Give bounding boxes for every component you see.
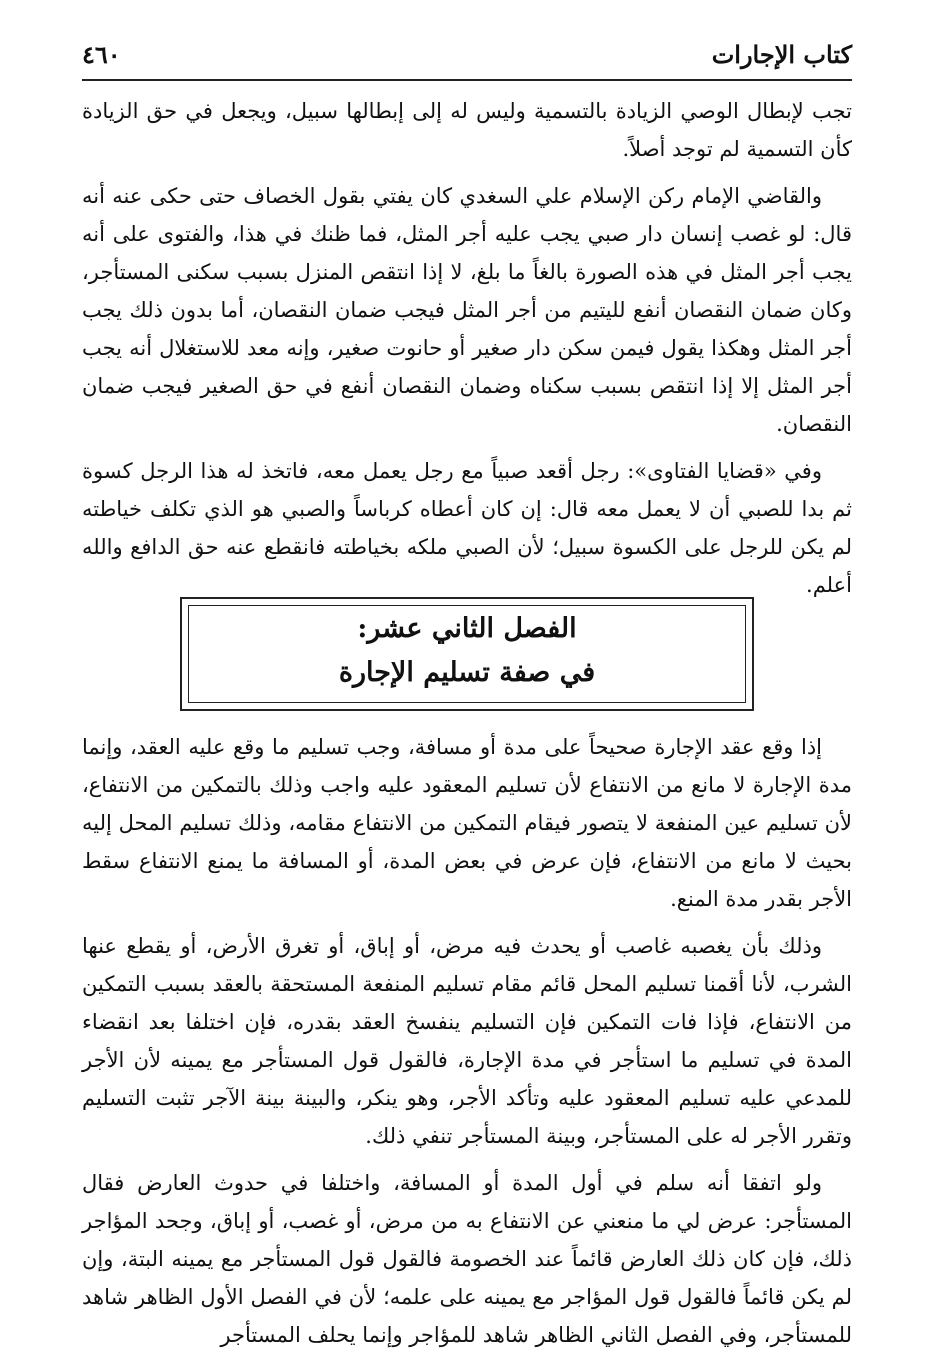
paragraph: وذلك بأن يغصبه غاصب أو يحدث فيه مرض، أو إباق، أو تغرق الأرض، أو يقطع عنها الشرب، لأنا أقمنا تسليم المحل قائم مقام تسليم المنفعة المستحقة بالعقد بسبب التمكين من الانتفاع، فإذا فات التمكين فإن التسليم ينفسخ العقد بقدره، فإن اختلفا بعد انقضاء المدة في تسليم ما استأجر في مدة الإجارة، فالقول قول المستأجر مع يمينه لأن الأجر للمدعي عليه تسليم المعقود عليه وتأكد الأجر، وهو ينكر، والبينة بينة الآجر تثبت التسليم وتقرر الأجر له على المستأجر، وبينة المستأجر تنفي ذلك. [82, 934, 852, 1148]
paragraph: وفي «قضايا الفتاوى»: رجل أقعد صبياً مع رجل يعمل معه، فاتخذ له هذا الرجل كسوة ثم بدا للصبي أن لا يعمل معه قال: إن كان أعطاه كرباساً والصبي هو الذي تكلف خياطته لم يكن للرجل على الكسوة سبيل؛ لأن الصبي ملكه بخياطته فانقطع عنه حق الدافع والله أعلم. [82, 459, 852, 597]
paragraph: تجب لإبطال الوصي الزيادة بالتسمية وليس له إلى إبطالها سبيل، ويجعل في حق الزيادة كأن التسمية لم توجد أصلاً. [82, 99, 852, 161]
chapter-title-heading: في صفة تسليم الإجارة [338, 657, 596, 688]
paragraph: والقاضي الإمام ركن الإسلام علي السغدي كان يفتي بقول الخصاف حتى حكى عنه أنه قال: لو غصب إنسان دار صبي يجب عليه أجر المثل، فما ظنك في هذا، والفتوى على أنه يجب أجر المثل في هذه الصورة بالغاً ما بلغ، لا إذا انتقص المنزل بسبب سكنى المستأجر، وكان ضمان النقصان أنفع لليتيم من أجر المثل فيجب ضمان النقصان، أما بدون ذلك يجب أجر المثل وهكذا يقول فيمن سكن دار صغير أو حانوت صغير، وإنه معد للاستغلال أنه يجب أجر المثل إلا إذا انتقص بسبب سكناه وضمان النقصان أنفع في حق الصغير فيجب ضمان النقصان. [82, 184, 852, 436]
page-number: ٤٦٠ [82, 40, 121, 69]
chapter-heading-frame [180, 597, 754, 711]
header-rule [82, 79, 852, 81]
running-header [82, 36, 852, 76]
text-section-after-chapter [82, 728, 852, 1363]
text-section-before-chapter [82, 92, 852, 613]
paragraph: إذا وقع عقد الإجارة صحيحاً على مدة أو مسافة، وجب تسليم ما وقع عليه العقد، وإنما مدة الإجارة لا مانع من الانتفاع لأن تسليم المعقود عليه واجب وذلك بالتمكين من الانتفاع، لأن تسليم عين المنفعة لا يتصور فيقام التمكين من الانتفاع مقامه، وذلك تسليم المحل إليه بحيث لا مانع من الانتفاع، فإن عرض في بعض المدة، أو المسافة ما يمنع الانتفاع سقط الأجر بقدر مدة المنع. [82, 735, 852, 911]
running-title: كتاب الإجارات [711, 40, 852, 69]
chapter-number-heading: الفصل الثاني عشر: [357, 613, 577, 644]
paragraph: ولو اتفقا أنه سلم في أول المدة أو المسافة، واختلفا في حدوث العارض فقال المستأجر: عرض لي ما منعني عن الانتفاع به من مرض، أو غصب، أو إباق، وجحد المؤاجر ذلك، فإن كان ذلك العارض قائماً عند الخصومة فالقول قول المستأجر مع يمينه البتة، وإن لم يكن قائماً فالقول قول المؤاجر مع يمينه على علمه؛ لأن في الفصل الأول الظاهر شاهد للمستأجر، وفي الفصل الثاني الظاهر شاهد للمؤاجر وإنما يحلف المستأجر [82, 1171, 852, 1347]
